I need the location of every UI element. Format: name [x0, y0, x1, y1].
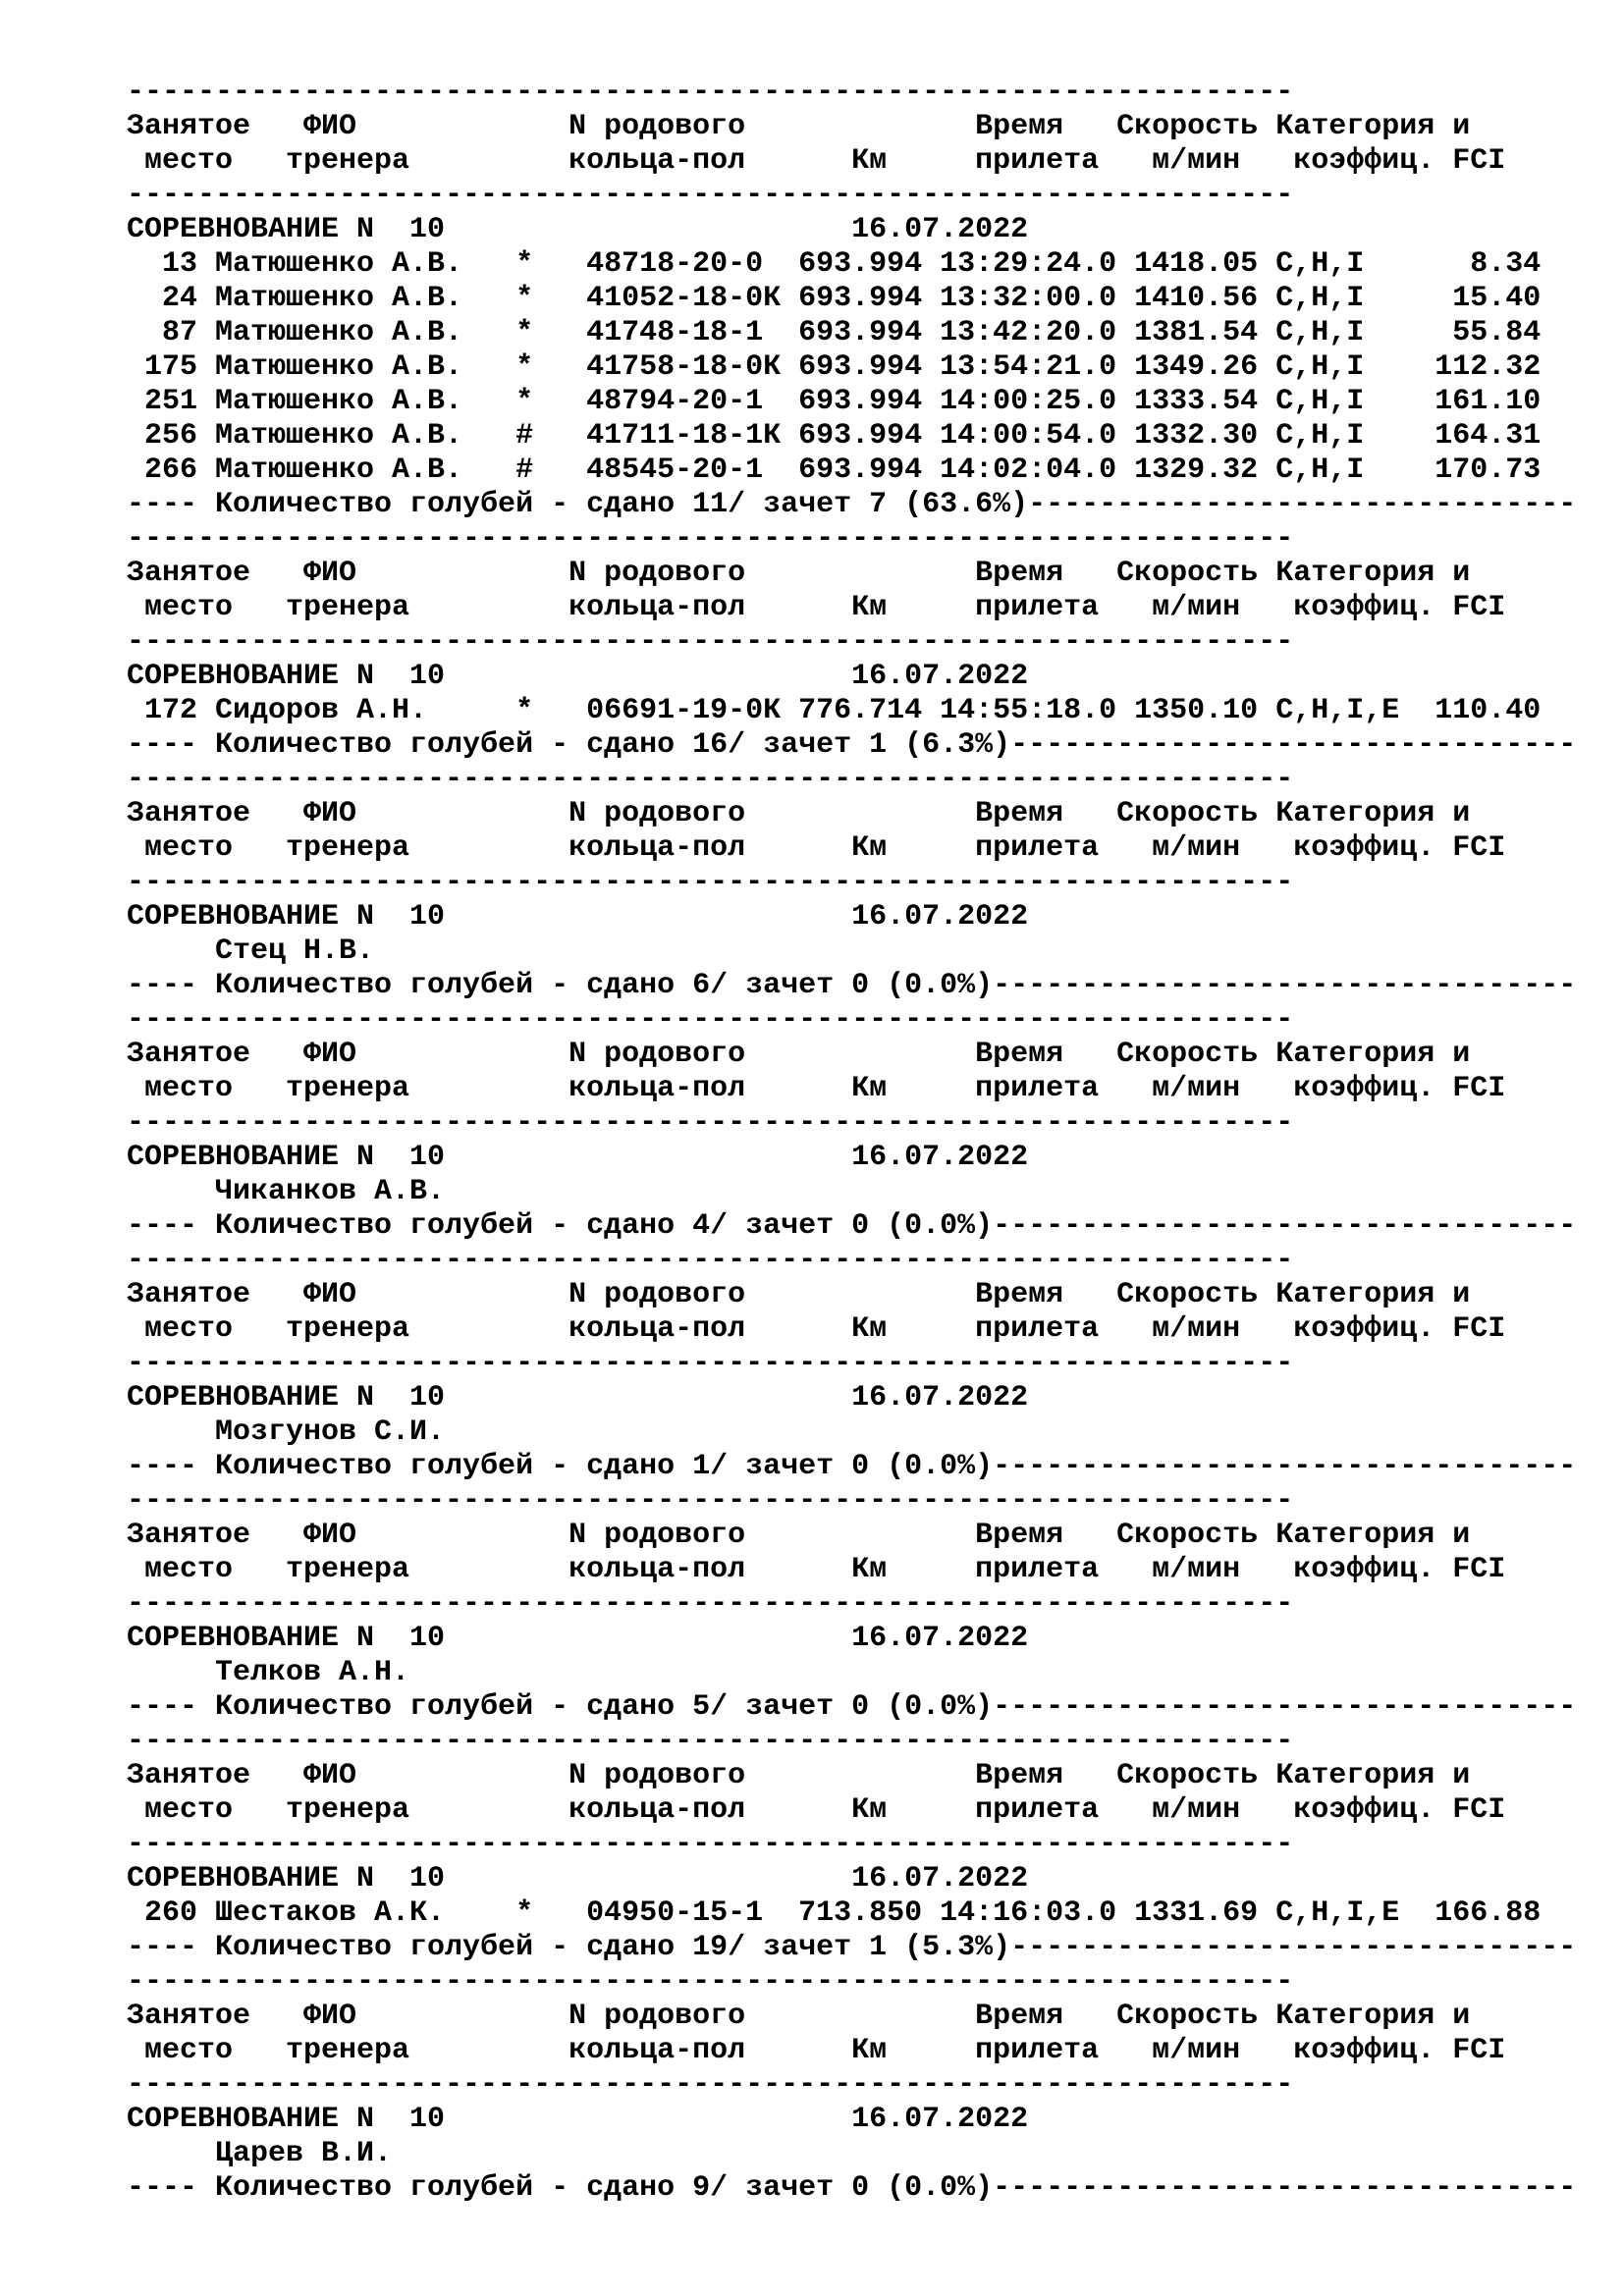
result-row: 87 Матюшенко А.В. * 41748-18-1 693.994 13:42:20.0 1381.54 C,H,I 55.84: [127, 316, 1542, 349]
result-row: Телков А.Н.: [127, 1656, 410, 1689]
column-header-line-1: Занятое ФИО N родового Время Скорость Категория и: [127, 1038, 1471, 1071]
column-header-line-2: место тренера кольца-пол Км прилета м/мин коэффиц. FCI: [127, 831, 1506, 865]
column-header-line-1: Занятое ФИО N родового Время Скорость Категория и: [127, 1519, 1471, 1552]
section-summary-line: ---- Количество голубей - сдано 16/ зачет 1 (6.3%)--------------------------------: [127, 728, 1577, 762]
column-header-line-1: Занятое ФИО N родового Время Скорость Категория и: [127, 1278, 1471, 1311]
separator-line: ------------------------------------------------------------------: [127, 866, 1294, 899]
competition-title-line: СОРЕВНОВАНИЕ N 10 16.07.2022: [127, 2103, 1029, 2136]
section-summary-line: ---- Количество голубей - сдано 5/ зачет 0 (0.0%)---------------------------------: [127, 1690, 1577, 1724]
section-summary-line: ---- Количество голубей - сдано 19/ зачет 1 (5.3%)--------------------------------: [127, 1931, 1577, 1964]
result-row: Чиканков А.В.: [127, 1175, 446, 1208]
separator-line: ------------------------------------------------------------------: [127, 1347, 1294, 1380]
result-row: 172 Сидоров А.Н. * 06691-19-0К 776.714 14:55:18.0 1350.10 C,H,I,E 110.40: [127, 694, 1542, 727]
competition-title-line: СОРЕВНОВАНИЕ N 10 16.07.2022: [127, 213, 1029, 246]
column-header-line-1: Занятое ФИО N родового Время Скорость Категория и: [127, 110, 1471, 143]
column-header-line-1: Занятое ФИО N родового Время Скорость Категория и: [127, 1759, 1471, 1792]
separator-line: ------------------------------------------------------------------: [127, 1587, 1294, 1621]
result-row: 251 Матюшенко А.В. * 48794-20-1 693.994 14:00:25.0 1333.54 C,H,I 161.10: [127, 385, 1542, 418]
separator-line: ------------------------------------------------------------------: [127, 179, 1294, 212]
column-header-line-1: Занятое ФИО N родового Время Скорость Категория и: [127, 797, 1471, 830]
column-header-line-2: место тренера кольца-пол Км прилета м/мин коэффиц. FCI: [127, 591, 1506, 624]
column-header-line-2: место тренера кольца-пол Км прилета м/мин коэффиц. FCI: [127, 1793, 1506, 1827]
separator-line: ------------------------------------------------------------------: [127, 1965, 1294, 1999]
section-summary-line: ---- Количество голубей - сдано 1/ зачет 0 (0.0%)---------------------------------: [127, 1450, 1577, 1483]
competition-title-line: СОРЕВНОВАНИЕ N 10 16.07.2022: [127, 1862, 1029, 1896]
results-document: [127, 76, 1599, 2206]
separator-line: ------------------------------------------------------------------: [127, 1003, 1294, 1037]
section-summary-line: ---- Количество голубей - сдано 11/ зачет 7 (63.6%)-------------------------------: [127, 488, 1577, 521]
result-row: 13 Матюшенко А.В. * 48718-20-0 693.994 13:29:24.0 1418.05 C,H,I 8.34: [127, 247, 1542, 281]
result-row: 266 Матюшенко А.В. # 48545-20-1 693.994 14:02:04.0 1329.32 C,H,I 170.73: [127, 454, 1542, 487]
competition-title-line: СОРЕВНОВАНИЕ N 10 16.07.2022: [127, 1381, 1029, 1415]
result-row: Мозгунов С.И.: [127, 1415, 446, 1449]
column-header-line-2: место тренера кольца-пол Км прилета м/мин коэффиц. FCI: [127, 144, 1506, 178]
result-row: Царев В.И.: [127, 2137, 393, 2170]
separator-line: ------------------------------------------------------------------: [127, 625, 1294, 659]
competition-title-line: СОРЕВНОВАНИЕ N 10 16.07.2022: [127, 660, 1029, 693]
separator-line: ------------------------------------------------------------------: [127, 1244, 1294, 1277]
column-header-line-2: место тренера кольца-пол Км прилета м/мин коэффиц. FCI: [127, 2034, 1506, 2067]
separator-line: ------------------------------------------------------------------: [127, 76, 1294, 109]
section-summary-line: ---- Количество голубей - сдано 9/ зачет 0 (0.0%)---------------------------------: [127, 2171, 1577, 2205]
separator-line: ------------------------------------------------------------------: [127, 522, 1294, 556]
separator-line: ------------------------------------------------------------------: [127, 1106, 1294, 1140]
column-header-line-2: место тренера кольца-пол Км прилета м/мин коэффиц. FCI: [127, 1553, 1506, 1586]
separator-line: ------------------------------------------------------------------: [127, 1484, 1294, 1518]
section-summary-line: ---- Количество голубей - сдано 4/ зачет 0 (0.0%)---------------------------------: [127, 1209, 1577, 1243]
result-row: Стец Н.В.: [127, 934, 375, 968]
competition-title-line: СОРЕВНОВАНИЕ N 10 16.07.2022: [127, 1622, 1029, 1655]
result-row: 256 Матюшенко А.В. # 41711-18-1К 693.994 14:00:54.0 1332.30 C,H,I 164.31: [127, 419, 1542, 453]
competition-title-line: СОРЕВНОВАНИЕ N 10 16.07.2022: [127, 1141, 1029, 1174]
separator-line: ------------------------------------------------------------------: [127, 763, 1294, 796]
competition-title-line: СОРЕВНОВАНИЕ N 10 16.07.2022: [127, 900, 1029, 934]
separator-line: ------------------------------------------------------------------: [127, 1725, 1294, 1758]
result-row: 175 Матюшенко А.В. * 41758-18-0К 693.994 13:54:21.0 1349.26 C,H,I 112.32: [127, 350, 1542, 384]
separator-line: ------------------------------------------------------------------: [127, 2068, 1294, 2102]
column-header-line-1: Занятое ФИО N родового Время Скорость Категория и: [127, 557, 1471, 590]
section-summary-line: ---- Количество голубей - сдано 6/ зачет 0 (0.0%)---------------------------------: [127, 969, 1577, 1002]
column-header-line-1: Занятое ФИО N родового Время Скорость Категория и: [127, 2000, 1471, 2033]
result-row: 24 Матюшенко А.В. * 41052-18-0К 693.994 13:32:00.0 1410.56 C,H,I 15.40: [127, 282, 1542, 315]
result-row: 260 Шестаков А.К. * 04950-15-1 713.850 14:16:03.0 1331.69 C,H,I,E 166.88: [127, 1896, 1542, 1930]
column-header-line-2: место тренера кольца-пол Км прилета м/мин коэффиц. FCI: [127, 1072, 1506, 1105]
separator-line: ------------------------------------------------------------------: [127, 1828, 1294, 1861]
column-header-line-2: место тренера кольца-пол Км прилета м/мин коэффиц. FCI: [127, 1312, 1506, 1346]
